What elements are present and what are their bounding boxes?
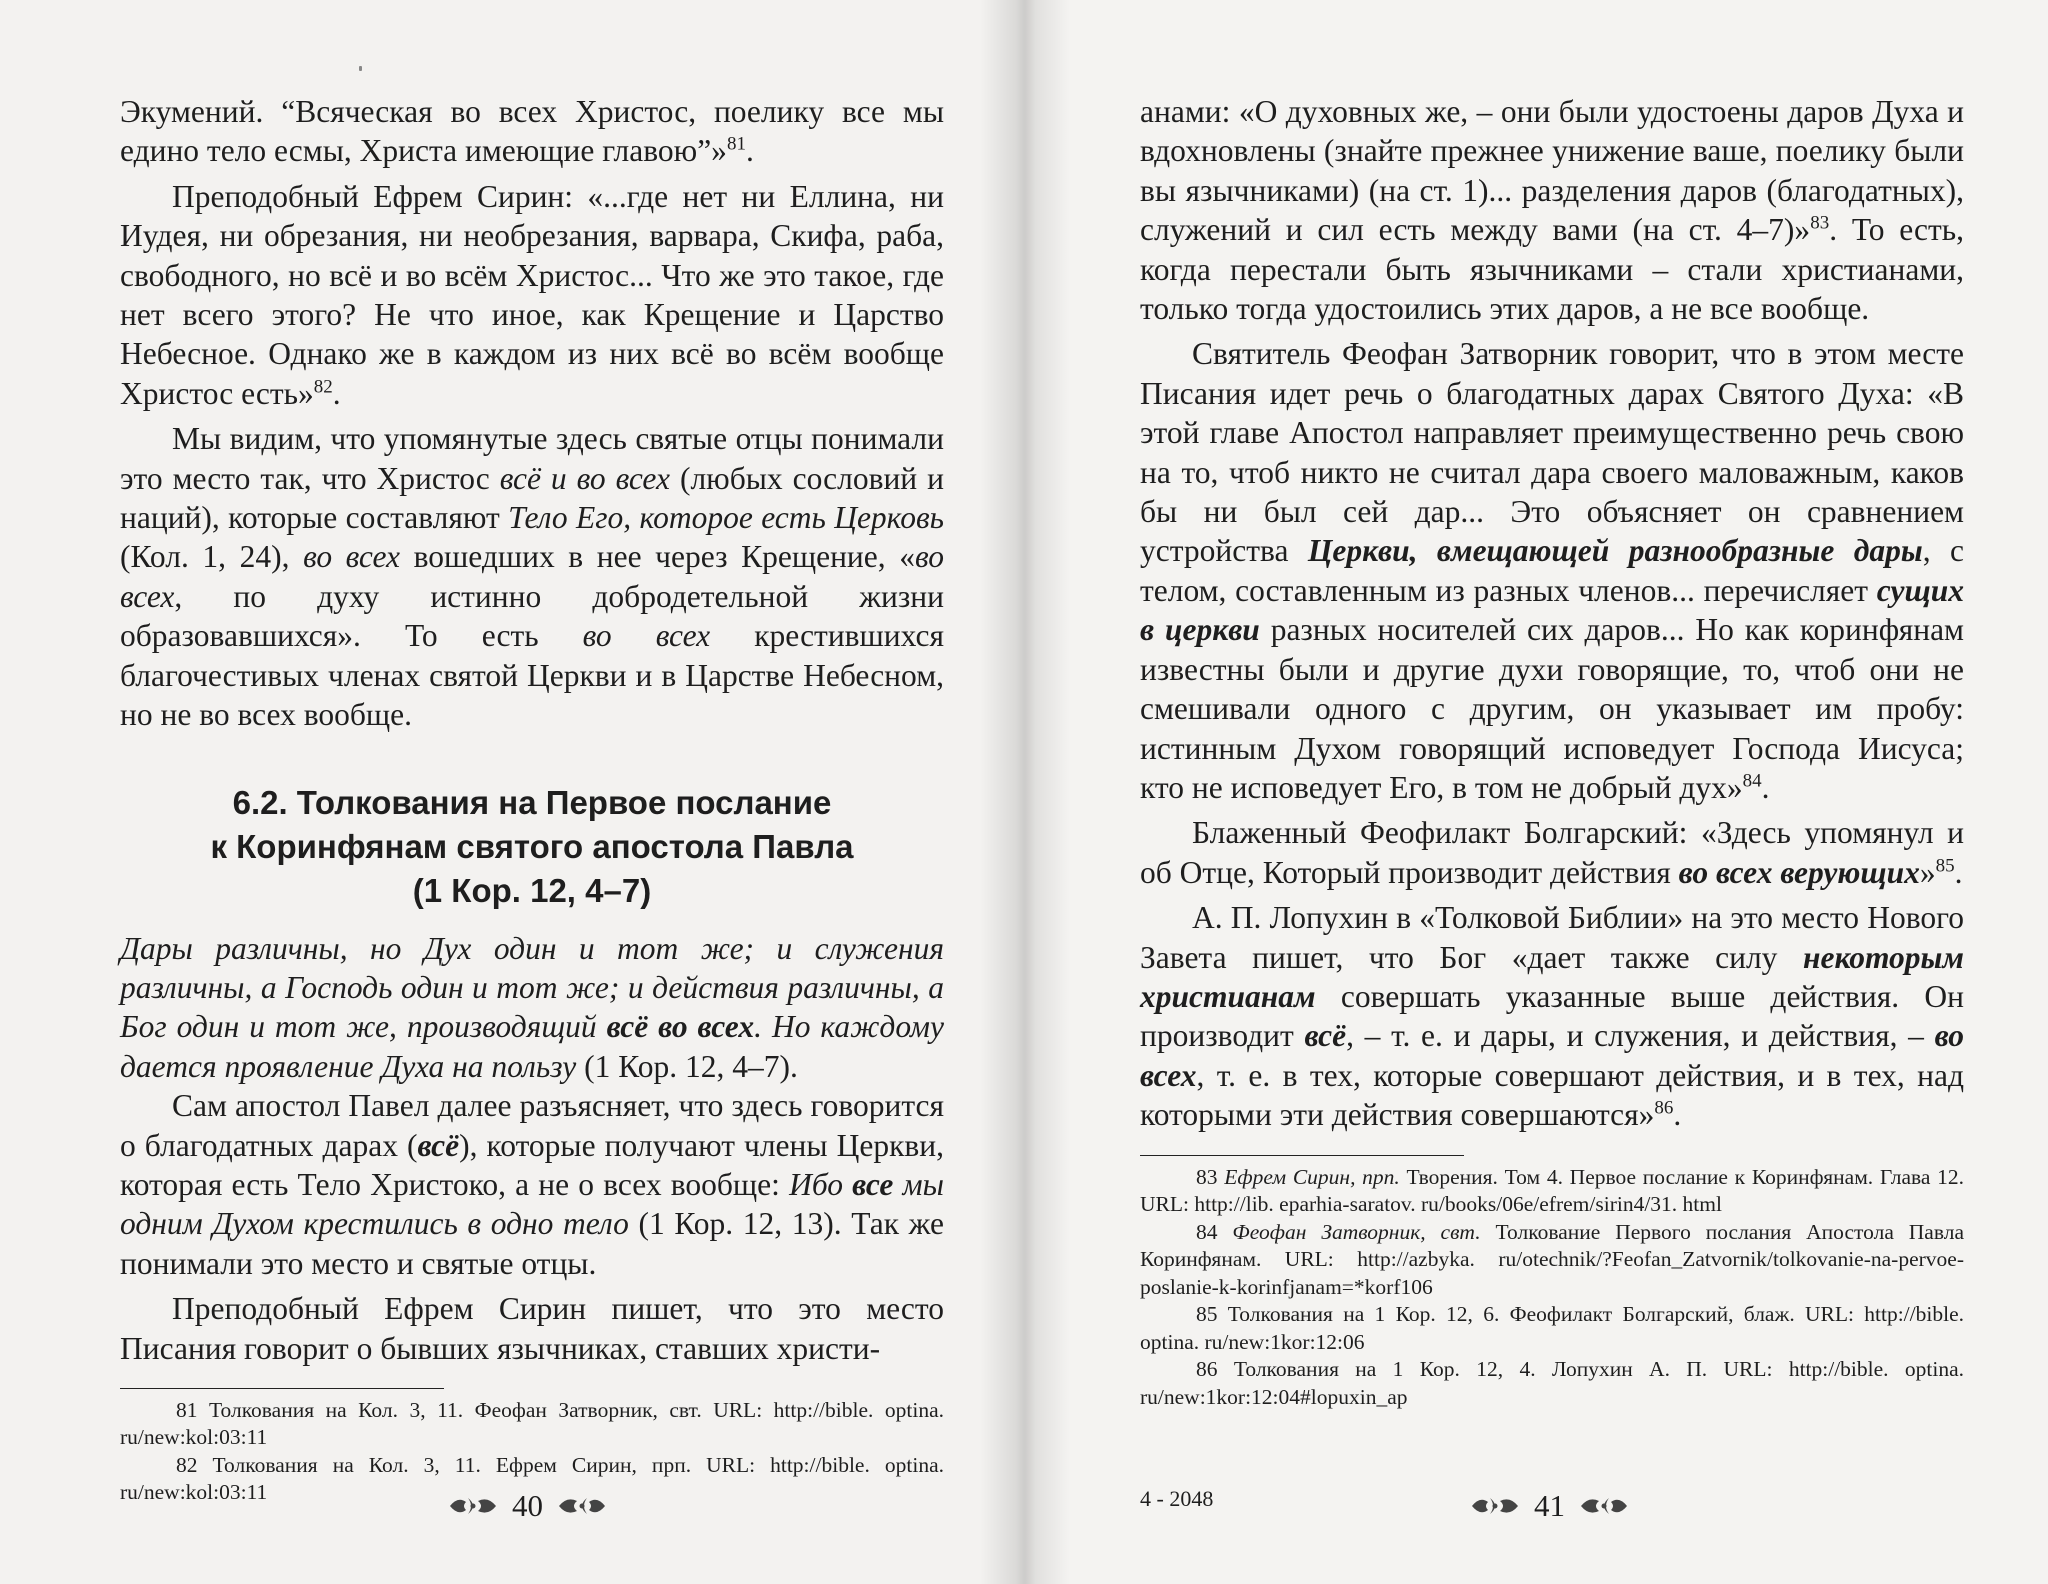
footnote-ref-83: 83 xyxy=(1810,212,1830,234)
text-run: Сам апостол Павел далее разъясняет, что здесь говорится о благодатных дарах ( xyxy=(120,1088,944,1163)
text-run: Мы видим, что упомянутые здесь святые отцы понимали это место так, что Христос xyxy=(120,421,944,496)
italic-run: всё и во всех xyxy=(499,460,670,496)
text-run: . xyxy=(1761,769,1770,805)
right-page-footer xyxy=(1470,1484,1629,1528)
footnote-rule xyxy=(120,1388,444,1389)
ornament-right-icon xyxy=(1579,1492,1629,1520)
text-run: , – т. е. и дары, и служения, и действия, – xyxy=(1346,1018,1935,1054)
footnote-ref-84: 84 xyxy=(1742,770,1762,792)
text-run: , по духу истинно добродетельной жизни образовавшихся». То есть xyxy=(120,578,944,654)
text-run: вошедших в нее через Крещение, « xyxy=(400,539,915,575)
bold-italic-run: сущих в церкви xyxy=(1140,572,1964,648)
footnote-82: 82 Толкования на Кол. 3, 11. Ефрем Сирин, прп. URL: http://bible. optina. ru/new:kol:03:11 xyxy=(120,1452,944,1505)
italic-run: Тело Его, которое есть Церковь xyxy=(508,500,944,536)
text-run: . xyxy=(1954,854,1963,890)
italic-run: . Но каждому дается проявление Духа на пользу xyxy=(120,1009,944,1084)
right-paragraph-2 xyxy=(1140,334,1964,807)
ornament-left-icon xyxy=(1470,1492,1520,1520)
italic-run: Ибо xyxy=(789,1166,853,1202)
left-text-column xyxy=(120,92,944,1507)
text-run: Святитель Феофан Затворник говорит, что в этом месте Писания идет речь о благодатных дарах Святого Духа: «В этой главе Апостол направляет преимущественно речь свою на то, чтоб никто не считал дара своего маловажным, каков бы ни был сей дар... Это объясняет он сравнением устройства xyxy=(1140,336,1964,569)
text-run: Творения. Том 4. Первое послание к Коринфянам. Глава 12. URL: http://lib. eparhia-saratov. ru/books/06e/efrem/sirin4/31. html xyxy=(1140,1164,1964,1217)
text-run: » xyxy=(1919,854,1936,890)
bold-italic-run: некоторым христианам xyxy=(1140,939,1964,1014)
bold-italic-run: во всех xyxy=(1140,1018,1964,1093)
footnote-ref-82: 82 xyxy=(313,376,333,398)
text-run: 84 xyxy=(1196,1219,1233,1244)
page-number: 40 xyxy=(512,1488,543,1523)
text-run: А. П. Лопухин в «Толковой Библии» на это место Нового Завета пишет, что Бог «дает также силу xyxy=(1140,900,1964,975)
bold-italic-run: во всех верующих xyxy=(1678,854,1920,890)
text-run: 83 xyxy=(1196,1164,1225,1189)
text-run: совершать указанные выше действия. Он производит xyxy=(1140,978,1964,1054)
text-run: (1 Кор. 12, 4–7). xyxy=(576,1048,798,1084)
right-paragraph-1 xyxy=(1140,92,1964,328)
italic-run: во всех xyxy=(303,539,401,575)
text-run: (1 Кор. 12, 13). Так же понимали это место и святые отцы. xyxy=(120,1206,944,1281)
text-run: , с телом, составленным из разных членов... перечисляет xyxy=(1140,533,1964,608)
bold-italic-run: всё xyxy=(417,1127,460,1163)
right-paragraph-4 xyxy=(1140,898,1964,1134)
italic-run: мы одним Духом крестились в одно тело xyxy=(120,1166,944,1242)
footnote-ref-85: 85 xyxy=(1935,855,1955,877)
text-run: Блаженный Феофилакт Болгарский: «Здесь упомянул и об Отце, Который производит действия xyxy=(1140,815,1964,890)
text-run: Толкование Первого послания Апостола Павла Коринфянам. URL: http://azbyka. ru/otechnik/?Feofan_Zatvornik/tolkovanie-na-pervoe-poslanie-k-korinfjanam=*korf106 xyxy=(1140,1219,1964,1299)
left-paragraph-5 xyxy=(120,1086,944,1283)
bold-italic-run: всё xyxy=(1304,1018,1347,1054)
printer-signature: 4 - 2048 xyxy=(1140,1486,1214,1511)
text-run: разных носителей сих даров... Но как коринфянам известны были и другие духи говорящие, то, чтоб они не смешивали одного с другим, он указывает им пробу: истинным Духом говорящий исповедует Господа Иисуса; кто не исповедует Его, в том не добрый дух» xyxy=(1140,612,1964,805)
bold-italic-run: все xyxy=(852,1166,894,1202)
italic-run: Ефрем Сирин, прп. xyxy=(1224,1164,1400,1189)
text-run: ), которые получают члены Церкви, которая есть Тело Христоко, а не о всех вообще: xyxy=(120,1127,944,1202)
text-run: (Кол. 1, 24), xyxy=(120,539,304,575)
right-paragraph-3 xyxy=(1140,813,1964,892)
text-run: . xyxy=(1673,1097,1682,1133)
right-text-column xyxy=(1140,92,1964,1411)
bold-italic-run: Церкви, вмещающей разнообразные дары xyxy=(1307,533,1923,569)
paper-speck xyxy=(359,66,362,71)
footnote-81: 81 Толкования на Кол. 3, 11. Феофан Затворник, свт. URL: http://bible. optina. ru/new:kol:03:11 xyxy=(120,1397,944,1450)
left-paragraph-6 xyxy=(120,1289,944,1368)
text-run: анами: «О духовных же, – они были удостоены даров Духа и вдохновлены (знайте прежнее унижение ваше, поелику были вы язычниками) (на ст. 1)... разделения даров (благодатных), служений и сил есть между вами (на ст. 4–7)» xyxy=(1140,94,1964,248)
section-heading-line: (1 Кор. 12, 4–7) xyxy=(412,871,652,909)
section-heading-line: 6.2. Толкования на Первое послание xyxy=(232,783,832,821)
text-run: Преподобный Ефрем Сирин пишет, что это место Писания говорит о бывших язычниках, ставших христи- xyxy=(120,1291,944,1366)
left-paragraph-2 xyxy=(120,177,944,413)
text-run: (любых сословий и наций), которые составляют xyxy=(120,460,944,536)
text-run: Экумений. “Всяческая во всех Христос, поелику все мы едино тело есмы, Христа имеющие главою”» xyxy=(120,94,944,169)
left-page-footer xyxy=(448,1484,607,1528)
section-heading xyxy=(120,781,944,913)
footnote-85: 85 Толкования на 1 Кор. 12, 6. Феофилакт Болгарский, блаж. URL: http://bible. optina. ru/new:1kor:12:06 xyxy=(1140,1302,1964,1354)
italic-run: во всех xyxy=(120,539,944,614)
text-run: . То есть, когда перестали быть язычниками – стали христианами, только тогда удостоились этих даров, а не все вообще. xyxy=(1140,212,1964,327)
footnote-ref-86: 86 xyxy=(1654,1097,1674,1119)
bold-italic-run: всё во всех xyxy=(606,1009,755,1045)
left-paragraph-3 xyxy=(120,419,944,734)
text-run: , т. е. в тех, которые совершают действия, и в тех, над которыми эти действия совершаются» xyxy=(1140,1057,1964,1133)
left-paragraph-1 xyxy=(120,92,944,171)
ornament-left-icon xyxy=(448,1492,498,1520)
footnote-86: 86 Толкования на 1 Кор. 12, 4. Лопухин А. П. URL: http://bible. optina. ru/new:1kor:12:04#lopuxin_ap xyxy=(1140,1357,1964,1409)
section-heading-line: к Коринфянам святого апостола Павла xyxy=(210,827,854,865)
footnote-83 xyxy=(1140,1164,1964,1219)
italic-run: во всех xyxy=(582,618,711,654)
italic-run: Дары различны, но Дух один и тот же; и служения различны, а Господь один и тот же; и действия различны, а Бог один и тот же, производящий xyxy=(120,930,944,1045)
scripture-quote xyxy=(120,929,944,1087)
text-run: крестившихся благочестивых членах святой Церкви и в Царстве Небесном, но не во всех вообще. xyxy=(120,618,944,733)
footnote-ref-81: 81 xyxy=(726,133,746,155)
italic-run: Феофан Затворник, свт. xyxy=(1232,1219,1481,1244)
ornament-right-icon xyxy=(557,1492,607,1520)
text-run: Преподобный Ефрем Сирин: «...где нет ни Еллина, ни Иудея, ни обрезания, ни необрезания, варвара, Скифа, раба, свободного, но всё и во всём Христос... Что же это такое, где нет всего этого? Не что иное, как Крещение и Царство Небесное. Однако же в каждом из них всё во всём вообще Христос есть» xyxy=(120,178,944,411)
footnote-84 xyxy=(1140,1219,1964,1302)
page-number: 41 xyxy=(1534,1488,1565,1523)
text-run: . xyxy=(332,375,341,411)
text-run: . xyxy=(745,133,754,169)
footnote-rule xyxy=(1140,1155,1464,1156)
